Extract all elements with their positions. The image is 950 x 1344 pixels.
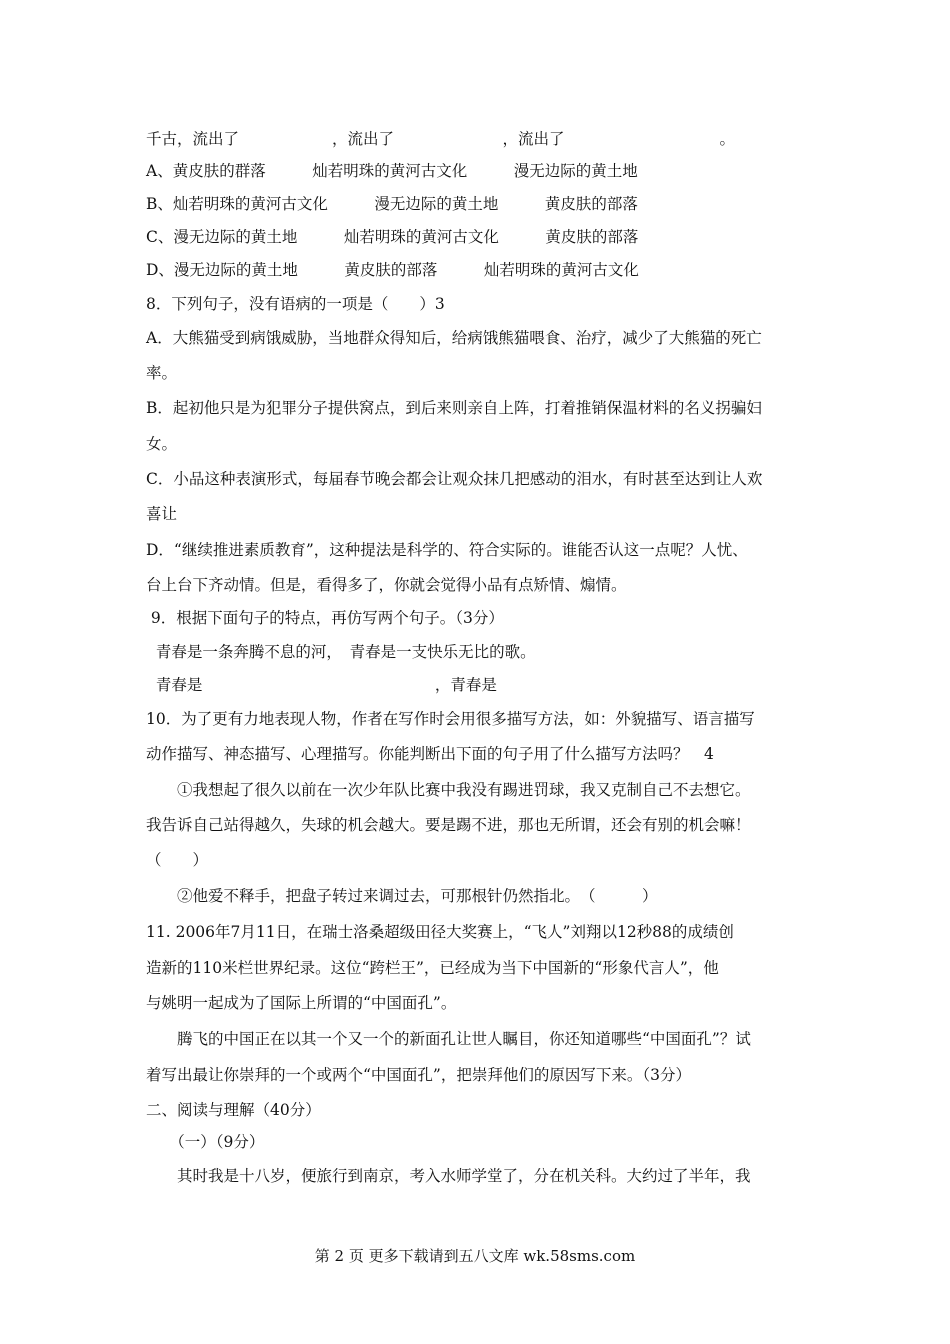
page-footer: 第 2 页 更多下载请到五八文库 wk.58sms.com — [314, 1247, 636, 1265]
text-line: 青春是 ，青春是 — [146, 676, 497, 694]
text-line: D．“继续推进素质教育”，这种提法是科学的、符合实际的。谁能否认这一点呢？人忧、 — [146, 541, 748, 559]
question-line: 10．为了更有力地表现人物，作者在写作时会用很多描写方法，如：外貌描写、语言描写 — [146, 710, 755, 728]
text-line: A．大熊猫受到病饿威胁，当地群众得知后，给病饿熊猫喂食、治疗，减少了大熊猫的死亡 — [146, 329, 762, 347]
question-line: 9．根据下面句子的特点，再仿写两个句子。（3分） — [146, 609, 504, 627]
text-line: ①我想起了很久以前在一次少年队比赛中我没有踢进罚球，我又克制自己不去想它。 — [146, 781, 751, 799]
text-line: （ ） — [146, 851, 209, 869]
text-line: 女。 — [146, 435, 178, 453]
text-line: 其时我是十八岁，便旅行到南京，考入水师学堂了，分在机关科。大约过了半年，我 — [146, 1167, 751, 1185]
option-line: B、灿若明珠的黄河古文化 漫无边际的黄土地 黄皮肤的部落 — [146, 195, 638, 213]
text-line: ②他爱不释手，把盘子转过来调过去，可那根针仍然指北。 （ ） — [146, 887, 658, 905]
text-line: C．小品这种表演形式，每届春节晚会都会让观众抹几把感动的泪水，有时甚至达到让人欢 — [146, 470, 763, 488]
section-heading: 二、阅读与理解（40分） — [146, 1101, 321, 1119]
text-line: 与姚明一起成为了国际上所谓的“中国面孔”。 — [146, 994, 457, 1012]
subsection-heading: （一）（9分） — [146, 1133, 265, 1151]
option-line: A、黄皮肤的群落 灿若明珠的黄河古文化 漫无边际的黄土地 — [146, 162, 638, 180]
option-line: C、漫无边际的黄土地 灿若明珠的黄河古文化 黄皮肤的部落 — [146, 228, 639, 246]
text-line: 腾飞的中国正在以其一个又一个的新面孔让世人瞩目，你还知道哪些“中国面孔”？试 — [146, 1030, 751, 1048]
text-line: B．起初他只是为犯罪分子提供窝点，到后来则亲自上阵，打着推销保温材料的名义拐骗妇 — [146, 399, 762, 417]
text-line: 台上台下齐动情。但是，看得多了，你就会觉得小品有点矫情、煽情。 — [146, 576, 627, 594]
text-line: 喜让 — [146, 505, 178, 523]
question-line: 8．下列句子，没有语病的一项是（ ）3 — [146, 295, 445, 313]
text-line: 青春是一条奔腾不息的河， 青春是一支快乐无比的歌。 — [146, 643, 536, 661]
question-line: 11. 2006年7月11日，在瑞士洛桑超级田径大奖赛上，“飞人”刘翔以12秒88的成绩创 — [146, 923, 734, 941]
text-line: 千古，流出了 ，流出了 ，流出了 。 — [146, 130, 736, 148]
option-line: D、漫无边际的黄土地 黄皮肤的部落 灿若明珠的黄河古文化 — [146, 261, 639, 279]
text-line: 动作描写、神态描写、心理描写。你能判断出下面的句子用了什么描写方法吗？ 4 — [146, 745, 714, 763]
text-line: 着写出最让你崇拜的一个或两个“中国面孔”，把崇拜他们的原因写下来。（3分） — [146, 1066, 691, 1084]
text-line: 率。 — [146, 364, 178, 382]
text-line: 造新的110米栏世界纪录。这位“跨栏王”，已经成为当下中国新的“形象代言人”，他 — [146, 959, 719, 977]
text-line: 我告诉自己站得越久，失球的机会越大。要是踢不进，那也无所谓，还会有别的机会嘛！ — [146, 816, 751, 834]
